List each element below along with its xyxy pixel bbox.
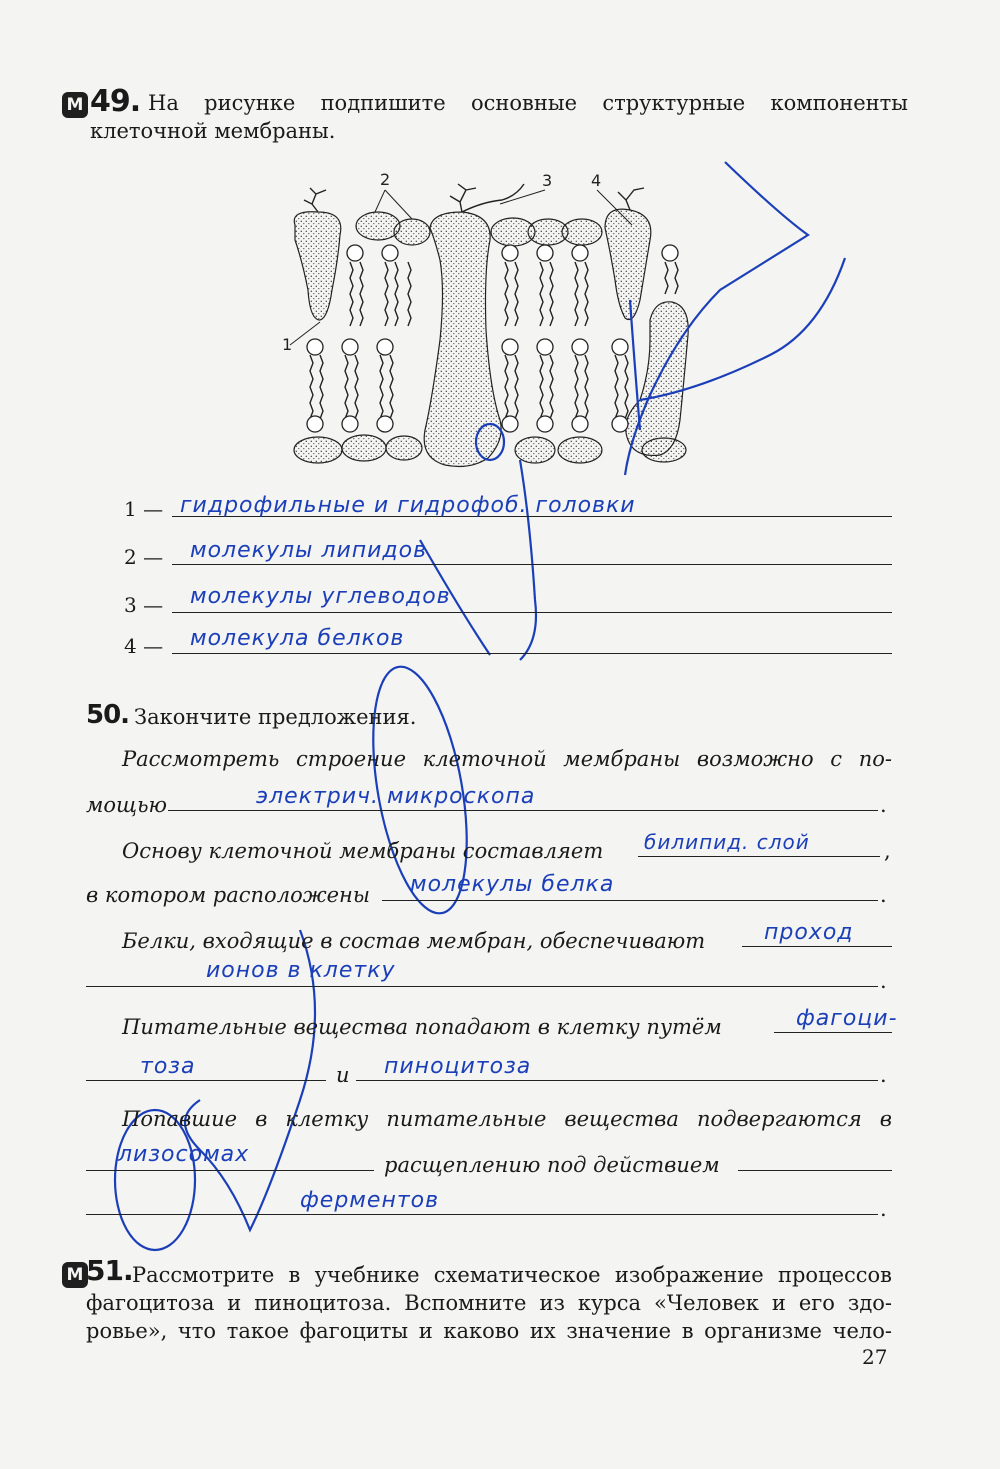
task-51-line2: фагоцитоза и пиноцитоза. Вспомните из курса «Человек и его здо- [86,1291,892,1315]
handwritten-s3b: ионов в клетку [206,958,396,983]
sentence-2-start: Основу клеточной мембраны составляет [122,839,604,863]
blank-line[interactable] [86,986,878,987]
task-number-49: 49. [90,84,141,119]
page-number: 27 [862,1345,888,1369]
sentence-5-start: Попавшие в клетку питательные вещества подвергаются в [122,1107,892,1131]
sentence-3-start: Белки, входящие в состав мембран, обеспечивают [122,929,706,953]
task-number-50: 50. [86,700,130,730]
workbook-page: М 49. На рисунке подпишите основные структурные компоненты клеточной мембраны. 1 2 3 4 1 — гидрофильные и гидрофоб. головки 2 — молекулы липидов 3 — молекулы углеводов 4 — молекула белков 50. Закончите предложения. Рассмотреть строение клеточной мембраны возможно с по- мощью . электрич. микроскопа Основу клеточной мембраны составляет , билипид. слой в котором расположены . молекулы белка Белки, входящие в состав мембран, обеспечивают проход . ионов в клетку Питательные вещества попадают в клетку путём фагоци- тоза и . пиноцитоза Попавшие в клетку питательные вещества подвергаются в лизосомах расщеплению под действием . ферментов М 51. Рассмотрите в учебнике схематическое изображение процессов фагоцитоза и пиноцитоза. Вспомните из курса «Человек и его здо- ровье», что такое фагоциты и каково их значение в организме чело- 27 [0,0,1000,1469]
task-50-title: Закончите предложения. [134,705,417,729]
sentence-5-cont: расщеплению под действием [384,1153,720,1177]
handwritten-s2: билипид. слой [644,830,810,854]
task-49-text-line2: клеточной мембраны. [90,119,336,143]
figure-label-4: 4 [591,171,602,190]
handwritten-answer-3: молекулы углеводов [190,584,451,609]
answer-line-3[interactable] [172,612,892,613]
figure-label-3: 3 [542,171,553,190]
handwritten-answer-2: молекулы липидов [190,538,428,563]
blank-line[interactable] [738,1170,892,1171]
figure-label-2: 2 [380,170,391,189]
handwritten-s4c: пиноцитоза [384,1054,532,1079]
blank-line[interactable] [774,1032,892,1033]
handwritten-s3: проход [764,920,854,945]
handwritten-answer-1: гидрофильные и гидрофоб. головки [180,493,636,518]
handwritten-s4: фагоци- [796,1006,898,1031]
m-badge-icon: М [62,92,88,118]
task-49-text-line1: На рисунке подпишите основные структурные компоненты [148,91,908,115]
blank-line[interactable] [356,1080,878,1081]
sentence-1-cont: мощью [86,793,167,817]
blank-line[interactable] [86,1170,374,1171]
handwritten-s5b: ферментов [300,1188,440,1213]
blank-line[interactable] [382,900,878,901]
figure-label-1: 1 [282,335,293,354]
sentence-1-start: Рассмотреть строение клеточной мембраны возможно с по- [122,747,892,771]
answer-line-2[interactable] [172,564,892,565]
handwritten-s2b: молекулы белка [410,872,615,897]
handwritten-s1: электрич. микроскопа [256,784,536,809]
sentence-2-cont: в котором расположены [86,883,370,907]
task-number-51: 51. [86,1254,133,1287]
answer-label-2: 2 — [124,545,164,569]
blank-line[interactable] [168,810,878,811]
task-51-line1: Рассмотрите в учебнике схематическое изображение процессов [132,1263,892,1287]
blank-line[interactable] [742,946,892,947]
m-badge-icon: М [62,1262,88,1288]
answer-label-3: 3 — [124,593,164,617]
handwritten-s4b: тоза [140,1054,196,1079]
blank-line[interactable] [86,1214,878,1215]
blank-line[interactable] [86,1080,326,1081]
handwritten-answer-4: молекула белков [190,626,405,651]
blank-line[interactable] [638,856,880,857]
handwritten-s5: лизосомах [118,1142,250,1167]
answer-label-1: 1 — [124,497,164,521]
sentence-4-and: и [336,1063,350,1087]
answer-line-4[interactable] [172,653,892,654]
task-51-line3: ровье», что такое фагоциты и каково их значение в организме чело- [86,1319,892,1343]
sentence-4-start: Питательные вещества попадают в клетку путём [122,1015,722,1039]
answer-label-4: 4 — [124,634,164,658]
